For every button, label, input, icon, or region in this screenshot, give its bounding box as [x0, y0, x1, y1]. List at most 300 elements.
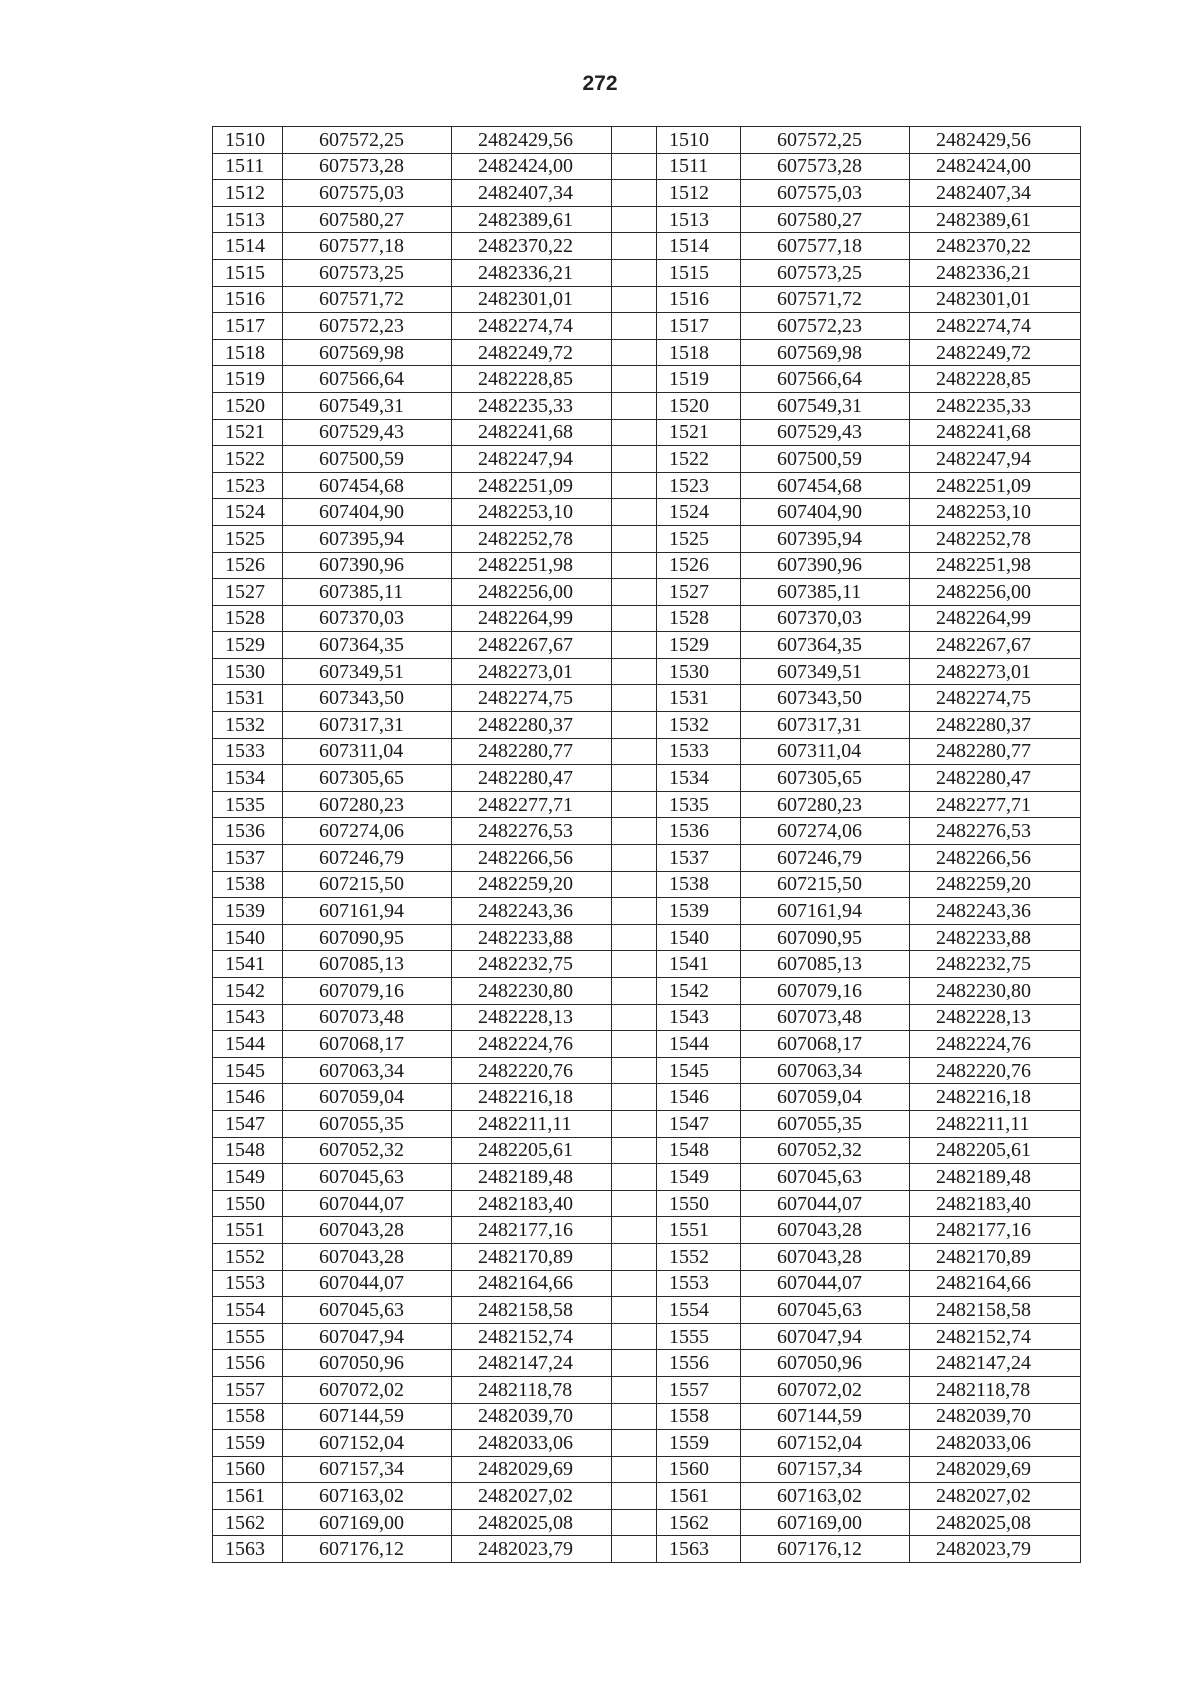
x-coordinate-cell: 607317,31: [283, 712, 452, 739]
separator-cell: [612, 1110, 657, 1137]
x-coordinate-cell: 607144,59: [283, 1403, 452, 1430]
x-coordinate-cell: 607144,59: [741, 1403, 910, 1430]
table-row: [213, 1430, 1081, 1457]
y-coordinate-cell: 2482424,00: [452, 153, 612, 180]
separator-cell: [612, 978, 657, 1005]
point-number-cell: 1524: [657, 499, 741, 526]
x-coordinate-cell: 607073,48: [283, 1004, 452, 1031]
point-number-cell: 1562: [213, 1509, 283, 1536]
point-number-cell: 1513: [657, 206, 741, 233]
y-coordinate-cell: 2482389,61: [910, 206, 1081, 233]
separator-cell: [612, 1430, 657, 1457]
y-coordinate-cell: 2482336,21: [910, 259, 1081, 286]
x-coordinate-cell: 607404,90: [741, 499, 910, 526]
table-row: [213, 446, 1081, 473]
table-row: [213, 658, 1081, 685]
table-row: [213, 127, 1081, 154]
x-coordinate-cell: 607390,96: [283, 552, 452, 579]
x-coordinate-cell: 607176,12: [283, 1536, 452, 1563]
table-row: [213, 579, 1081, 606]
y-coordinate-cell: 2482274,74: [452, 313, 612, 340]
x-coordinate-cell: 607085,13: [283, 951, 452, 978]
x-coordinate-cell: 607385,11: [741, 579, 910, 606]
point-number-cell: 1511: [213, 153, 283, 180]
y-coordinate-cell: 2482252,78: [910, 525, 1081, 552]
point-number-cell: 1543: [213, 1004, 283, 1031]
separator-cell: [612, 579, 657, 606]
point-number-cell: 1529: [213, 632, 283, 659]
y-coordinate-cell: 2482249,72: [452, 339, 612, 366]
point-number-cell: 1561: [213, 1483, 283, 1510]
x-coordinate-cell: 607343,50: [741, 685, 910, 712]
point-number-cell: 1528: [213, 605, 283, 632]
point-number-cell: 1522: [213, 446, 283, 473]
x-coordinate-cell: 607370,03: [741, 605, 910, 632]
point-number-cell: 1527: [657, 579, 741, 606]
x-coordinate-cell: 607305,65: [741, 765, 910, 792]
y-coordinate-cell: 2482407,34: [910, 180, 1081, 207]
separator-cell: [612, 180, 657, 207]
separator-cell: [612, 738, 657, 765]
point-number-cell: 1537: [657, 845, 741, 872]
table-row: [213, 313, 1081, 340]
y-coordinate-cell: 2482253,10: [910, 499, 1081, 526]
table-row: [213, 206, 1081, 233]
y-coordinate-cell: 2482276,53: [452, 818, 612, 845]
table-row: [213, 180, 1081, 207]
x-coordinate-cell: 607045,63: [741, 1164, 910, 1191]
y-coordinate-cell: 2482424,00: [910, 153, 1081, 180]
separator-cell: [612, 1536, 657, 1563]
x-coordinate-cell: 607577,18: [741, 233, 910, 260]
y-coordinate-cell: 2482029,69: [910, 1456, 1081, 1483]
x-coordinate-cell: 607068,17: [283, 1031, 452, 1058]
x-coordinate-cell: 607580,27: [741, 206, 910, 233]
y-coordinate-cell: 2482164,66: [452, 1270, 612, 1297]
x-coordinate-cell: 607404,90: [283, 499, 452, 526]
separator-cell: [612, 1004, 657, 1031]
x-coordinate-cell: 607044,07: [741, 1270, 910, 1297]
x-coordinate-cell: 607045,63: [283, 1164, 452, 1191]
point-number-cell: 1545: [213, 1057, 283, 1084]
separator-cell: [612, 499, 657, 526]
x-coordinate-cell: 607169,00: [741, 1509, 910, 1536]
x-coordinate-cell: 607311,04: [283, 738, 452, 765]
x-coordinate-cell: 607577,18: [283, 233, 452, 260]
point-number-cell: 1547: [657, 1110, 741, 1137]
separator-cell: [612, 1031, 657, 1058]
x-coordinate-cell: 607305,65: [283, 765, 452, 792]
y-coordinate-cell: 2482228,13: [910, 1004, 1081, 1031]
x-coordinate-cell: 607090,95: [741, 924, 910, 951]
point-number-cell: 1532: [213, 712, 283, 739]
y-coordinate-cell: 2482220,76: [452, 1057, 612, 1084]
point-number-cell: 1530: [657, 658, 741, 685]
x-coordinate-cell: 607280,23: [283, 791, 452, 818]
y-coordinate-cell: 2482232,75: [452, 951, 612, 978]
y-coordinate-cell: 2482277,71: [910, 791, 1081, 818]
table-row: [213, 712, 1081, 739]
point-number-cell: 1544: [657, 1031, 741, 1058]
point-number-cell: 1549: [213, 1164, 283, 1191]
table-row: [213, 1376, 1081, 1403]
x-coordinate-cell: 607152,04: [741, 1430, 910, 1457]
y-coordinate-cell: 2482189,48: [910, 1164, 1081, 1191]
y-coordinate-cell: 2482211,11: [452, 1110, 612, 1137]
table-row: [213, 259, 1081, 286]
y-coordinate-cell: 2482170,89: [910, 1243, 1081, 1270]
x-coordinate-cell: 607152,04: [283, 1430, 452, 1457]
point-number-cell: 1554: [213, 1297, 283, 1324]
separator-cell: [612, 1297, 657, 1324]
point-number-cell: 1524: [213, 499, 283, 526]
y-coordinate-cell: 2482301,01: [452, 286, 612, 313]
x-coordinate-cell: 607395,94: [283, 525, 452, 552]
separator-cell: [612, 898, 657, 925]
y-coordinate-cell: 2482211,11: [910, 1110, 1081, 1137]
y-coordinate-cell: 2482118,78: [452, 1376, 612, 1403]
x-coordinate-cell: 607529,43: [283, 419, 452, 446]
table-row: [213, 951, 1081, 978]
point-number-cell: 1515: [657, 259, 741, 286]
point-number-cell: 1526: [657, 552, 741, 579]
table-row: [213, 765, 1081, 792]
x-coordinate-cell: 607566,64: [741, 366, 910, 393]
y-coordinate-cell: 2482241,68: [910, 419, 1081, 446]
y-coordinate-cell: 2482280,77: [452, 738, 612, 765]
separator-cell: [612, 552, 657, 579]
y-coordinate-cell: 2482370,22: [910, 233, 1081, 260]
x-coordinate-cell: 607161,94: [283, 898, 452, 925]
point-number-cell: 1519: [213, 366, 283, 393]
y-coordinate-cell: 2482256,00: [452, 579, 612, 606]
x-coordinate-cell: 607246,79: [283, 845, 452, 872]
point-number-cell: 1518: [657, 339, 741, 366]
point-number-cell: 1547: [213, 1110, 283, 1137]
y-coordinate-cell: 2482152,74: [452, 1323, 612, 1350]
y-coordinate-cell: 2482230,80: [910, 978, 1081, 1005]
point-number-cell: 1512: [657, 180, 741, 207]
x-coordinate-cell: 607085,13: [741, 951, 910, 978]
y-coordinate-cell: 2482039,70: [910, 1403, 1081, 1430]
point-number-cell: 1532: [657, 712, 741, 739]
separator-cell: [612, 286, 657, 313]
x-coordinate-cell: 607311,04: [741, 738, 910, 765]
x-coordinate-cell: 607572,25: [283, 127, 452, 154]
y-coordinate-cell: 2482164,66: [910, 1270, 1081, 1297]
table-row: [213, 818, 1081, 845]
x-coordinate-cell: 607050,96: [741, 1350, 910, 1377]
separator-cell: [612, 1137, 657, 1164]
y-coordinate-cell: 2482429,56: [452, 127, 612, 154]
y-coordinate-cell: 2482216,18: [452, 1084, 612, 1111]
y-coordinate-cell: 2482429,56: [910, 127, 1081, 154]
x-coordinate-cell: 607045,63: [741, 1297, 910, 1324]
separator-cell: [612, 871, 657, 898]
x-coordinate-cell: 607072,02: [741, 1376, 910, 1403]
y-coordinate-cell: 2482224,76: [910, 1031, 1081, 1058]
separator-cell: [612, 1509, 657, 1536]
separator-cell: [612, 685, 657, 712]
y-coordinate-cell: 2482389,61: [452, 206, 612, 233]
point-number-cell: 1558: [657, 1403, 741, 1430]
x-coordinate-cell: 607390,96: [741, 552, 910, 579]
table-row: [213, 499, 1081, 526]
y-coordinate-cell: 2482264,99: [910, 605, 1081, 632]
y-coordinate-cell: 2482256,00: [910, 579, 1081, 606]
y-coordinate-cell: 2482280,77: [910, 738, 1081, 765]
separator-cell: [612, 1057, 657, 1084]
y-coordinate-cell: 2482241,68: [452, 419, 612, 446]
x-coordinate-cell: 607572,23: [741, 313, 910, 340]
x-coordinate-cell: 607274,06: [283, 818, 452, 845]
table-row: [213, 632, 1081, 659]
table-row: [213, 1509, 1081, 1536]
separator-cell: [612, 127, 657, 154]
table-row: [213, 1004, 1081, 1031]
x-coordinate-cell: 607549,31: [283, 392, 452, 419]
separator-cell: [612, 472, 657, 499]
point-number-cell: 1516: [213, 286, 283, 313]
separator-cell: [612, 1270, 657, 1297]
table-row: [213, 1536, 1081, 1563]
separator-cell: [612, 1323, 657, 1350]
separator-cell: [612, 712, 657, 739]
y-coordinate-cell: 2482216,18: [910, 1084, 1081, 1111]
x-coordinate-cell: 607370,03: [283, 605, 452, 632]
y-coordinate-cell: 2482277,71: [452, 791, 612, 818]
x-coordinate-cell: 607215,50: [741, 871, 910, 898]
y-coordinate-cell: 2482228,85: [452, 366, 612, 393]
separator-cell: [612, 366, 657, 393]
separator-cell: [612, 924, 657, 951]
point-number-cell: 1520: [213, 392, 283, 419]
x-coordinate-cell: 607385,11: [283, 579, 452, 606]
x-coordinate-cell: 607047,94: [283, 1323, 452, 1350]
x-coordinate-cell: 607043,28: [741, 1217, 910, 1244]
point-number-cell: 1525: [213, 525, 283, 552]
point-number-cell: 1535: [657, 791, 741, 818]
y-coordinate-cell: 2482274,75: [910, 685, 1081, 712]
separator-cell: [612, 1190, 657, 1217]
y-coordinate-cell: 2482033,06: [452, 1430, 612, 1457]
x-coordinate-cell: 607161,94: [741, 898, 910, 925]
separator-cell: [612, 259, 657, 286]
point-number-cell: 1555: [657, 1323, 741, 1350]
separator-cell: [612, 791, 657, 818]
separator-cell: [612, 765, 657, 792]
y-coordinate-cell: 2482147,24: [910, 1350, 1081, 1377]
table-row: [213, 419, 1081, 446]
x-coordinate-cell: 607163,02: [283, 1483, 452, 1510]
point-number-cell: 1510: [657, 127, 741, 154]
point-number-cell: 1541: [657, 951, 741, 978]
x-coordinate-cell: 607047,94: [741, 1323, 910, 1350]
table-row: [213, 924, 1081, 951]
y-coordinate-cell: 2482274,75: [452, 685, 612, 712]
table-row: [213, 1137, 1081, 1164]
x-coordinate-cell: 607246,79: [741, 845, 910, 872]
point-number-cell: 1560: [657, 1456, 741, 1483]
y-coordinate-cell: 2482233,88: [910, 924, 1081, 951]
y-coordinate-cell: 2482251,09: [452, 472, 612, 499]
y-coordinate-cell: 2482183,40: [910, 1190, 1081, 1217]
y-coordinate-cell: 2482249,72: [910, 339, 1081, 366]
x-coordinate-cell: 607280,23: [741, 791, 910, 818]
x-coordinate-cell: 607055,35: [283, 1110, 452, 1137]
point-number-cell: 1553: [213, 1270, 283, 1297]
point-number-cell: 1530: [213, 658, 283, 685]
y-coordinate-cell: 2482235,33: [452, 392, 612, 419]
point-number-cell: 1534: [213, 765, 283, 792]
point-number-cell: 1549: [657, 1164, 741, 1191]
x-coordinate-cell: 607454,68: [741, 472, 910, 499]
x-coordinate-cell: 607176,12: [741, 1536, 910, 1563]
y-coordinate-cell: 2482170,89: [452, 1243, 612, 1270]
x-coordinate-cell: 607343,50: [283, 685, 452, 712]
point-number-cell: 1527: [213, 579, 283, 606]
x-coordinate-cell: 607364,35: [741, 632, 910, 659]
separator-cell: [612, 1456, 657, 1483]
point-number-cell: 1556: [213, 1350, 283, 1377]
y-coordinate-cell: 2482251,09: [910, 472, 1081, 499]
x-coordinate-cell: 607317,31: [741, 712, 910, 739]
point-number-cell: 1548: [213, 1137, 283, 1164]
x-coordinate-cell: 607050,96: [283, 1350, 452, 1377]
table-row: [213, 286, 1081, 313]
table-row: [213, 366, 1081, 393]
point-number-cell: 1550: [213, 1190, 283, 1217]
point-number-cell: 1550: [657, 1190, 741, 1217]
point-number-cell: 1535: [213, 791, 283, 818]
y-coordinate-cell: 2482027,02: [910, 1483, 1081, 1510]
point-number-cell: 1534: [657, 765, 741, 792]
y-coordinate-cell: 2482189,48: [452, 1164, 612, 1191]
point-number-cell: 1514: [213, 233, 283, 260]
table-row: [213, 1456, 1081, 1483]
table-row: [213, 685, 1081, 712]
point-number-cell: 1528: [657, 605, 741, 632]
x-coordinate-cell: 607500,59: [283, 446, 452, 473]
point-number-cell: 1540: [657, 924, 741, 951]
point-number-cell: 1555: [213, 1323, 283, 1350]
point-number-cell: 1562: [657, 1509, 741, 1536]
separator-cell: [612, 392, 657, 419]
x-coordinate-cell: 607454,68: [283, 472, 452, 499]
y-coordinate-cell: 2482183,40: [452, 1190, 612, 1217]
point-number-cell: 1536: [657, 818, 741, 845]
separator-cell: [612, 951, 657, 978]
point-number-cell: 1557: [213, 1376, 283, 1403]
table-row: [213, 1323, 1081, 1350]
table-row: [213, 1243, 1081, 1270]
x-coordinate-cell: 607571,72: [741, 286, 910, 313]
y-coordinate-cell: 2482247,94: [910, 446, 1081, 473]
separator-cell: [612, 525, 657, 552]
x-coordinate-cell: 607073,48: [741, 1004, 910, 1031]
x-coordinate-cell: 607580,27: [283, 206, 452, 233]
table-row: [213, 1084, 1081, 1111]
y-coordinate-cell: 2482301,01: [910, 286, 1081, 313]
x-coordinate-cell: 607566,64: [283, 366, 452, 393]
separator-cell: [612, 845, 657, 872]
table-row: [213, 339, 1081, 366]
point-number-cell: 1519: [657, 366, 741, 393]
table-row: [213, 1057, 1081, 1084]
point-number-cell: 1539: [213, 898, 283, 925]
y-coordinate-cell: 2482243,36: [452, 898, 612, 925]
table-row: [213, 791, 1081, 818]
separator-cell: [612, 153, 657, 180]
x-coordinate-cell: 607055,35: [741, 1110, 910, 1137]
y-coordinate-cell: 2482029,69: [452, 1456, 612, 1483]
point-number-cell: 1525: [657, 525, 741, 552]
x-coordinate-cell: 607572,23: [283, 313, 452, 340]
point-number-cell: 1521: [657, 419, 741, 446]
point-number-cell: 1554: [657, 1297, 741, 1324]
point-number-cell: 1536: [213, 818, 283, 845]
table-row: [213, 1164, 1081, 1191]
x-coordinate-cell: 607043,28: [283, 1243, 452, 1270]
separator-cell: [612, 233, 657, 260]
y-coordinate-cell: 2482233,88: [452, 924, 612, 951]
x-coordinate-cell: 607045,63: [283, 1297, 452, 1324]
y-coordinate-cell: 2482235,33: [910, 392, 1081, 419]
y-coordinate-cell: 2482228,13: [452, 1004, 612, 1031]
separator-cell: [612, 632, 657, 659]
point-number-cell: 1531: [213, 685, 283, 712]
table-row: [213, 1350, 1081, 1377]
point-number-cell: 1520: [657, 392, 741, 419]
y-coordinate-cell: 2482264,99: [452, 605, 612, 632]
x-coordinate-cell: 607043,28: [741, 1243, 910, 1270]
table-row: [213, 525, 1081, 552]
table-row: [213, 845, 1081, 872]
table-row: [213, 898, 1081, 925]
point-number-cell: 1552: [213, 1243, 283, 1270]
point-number-cell: 1545: [657, 1057, 741, 1084]
y-coordinate-cell: 2482280,37: [910, 712, 1081, 739]
y-coordinate-cell: 2482259,20: [452, 871, 612, 898]
point-number-cell: 1516: [657, 286, 741, 313]
y-coordinate-cell: 2482253,10: [452, 499, 612, 526]
y-coordinate-cell: 2482224,76: [452, 1031, 612, 1058]
x-coordinate-cell: 607529,43: [741, 419, 910, 446]
separator-cell: [612, 339, 657, 366]
y-coordinate-cell: 2482370,22: [452, 233, 612, 260]
table-row: [213, 738, 1081, 765]
table-row: [213, 1483, 1081, 1510]
point-number-cell: 1533: [213, 738, 283, 765]
y-coordinate-cell: 2482251,98: [452, 552, 612, 579]
table-row: [213, 1270, 1081, 1297]
point-number-cell: 1542: [213, 978, 283, 1005]
x-coordinate-cell: 607500,59: [741, 446, 910, 473]
point-number-cell: 1544: [213, 1031, 283, 1058]
y-coordinate-cell: 2482232,75: [910, 951, 1081, 978]
point-number-cell: 1560: [213, 1456, 283, 1483]
y-coordinate-cell: 2482025,08: [910, 1509, 1081, 1536]
point-number-cell: 1533: [657, 738, 741, 765]
x-coordinate-cell: 607274,06: [741, 818, 910, 845]
y-coordinate-cell: 2482152,74: [910, 1323, 1081, 1350]
coordinates-table-body: [213, 127, 1081, 1563]
point-number-cell: 1552: [657, 1243, 741, 1270]
y-coordinate-cell: 2482274,74: [910, 313, 1081, 340]
table-row: [213, 1297, 1081, 1324]
separator-cell: [612, 1164, 657, 1191]
x-coordinate-cell: 607063,34: [283, 1057, 452, 1084]
